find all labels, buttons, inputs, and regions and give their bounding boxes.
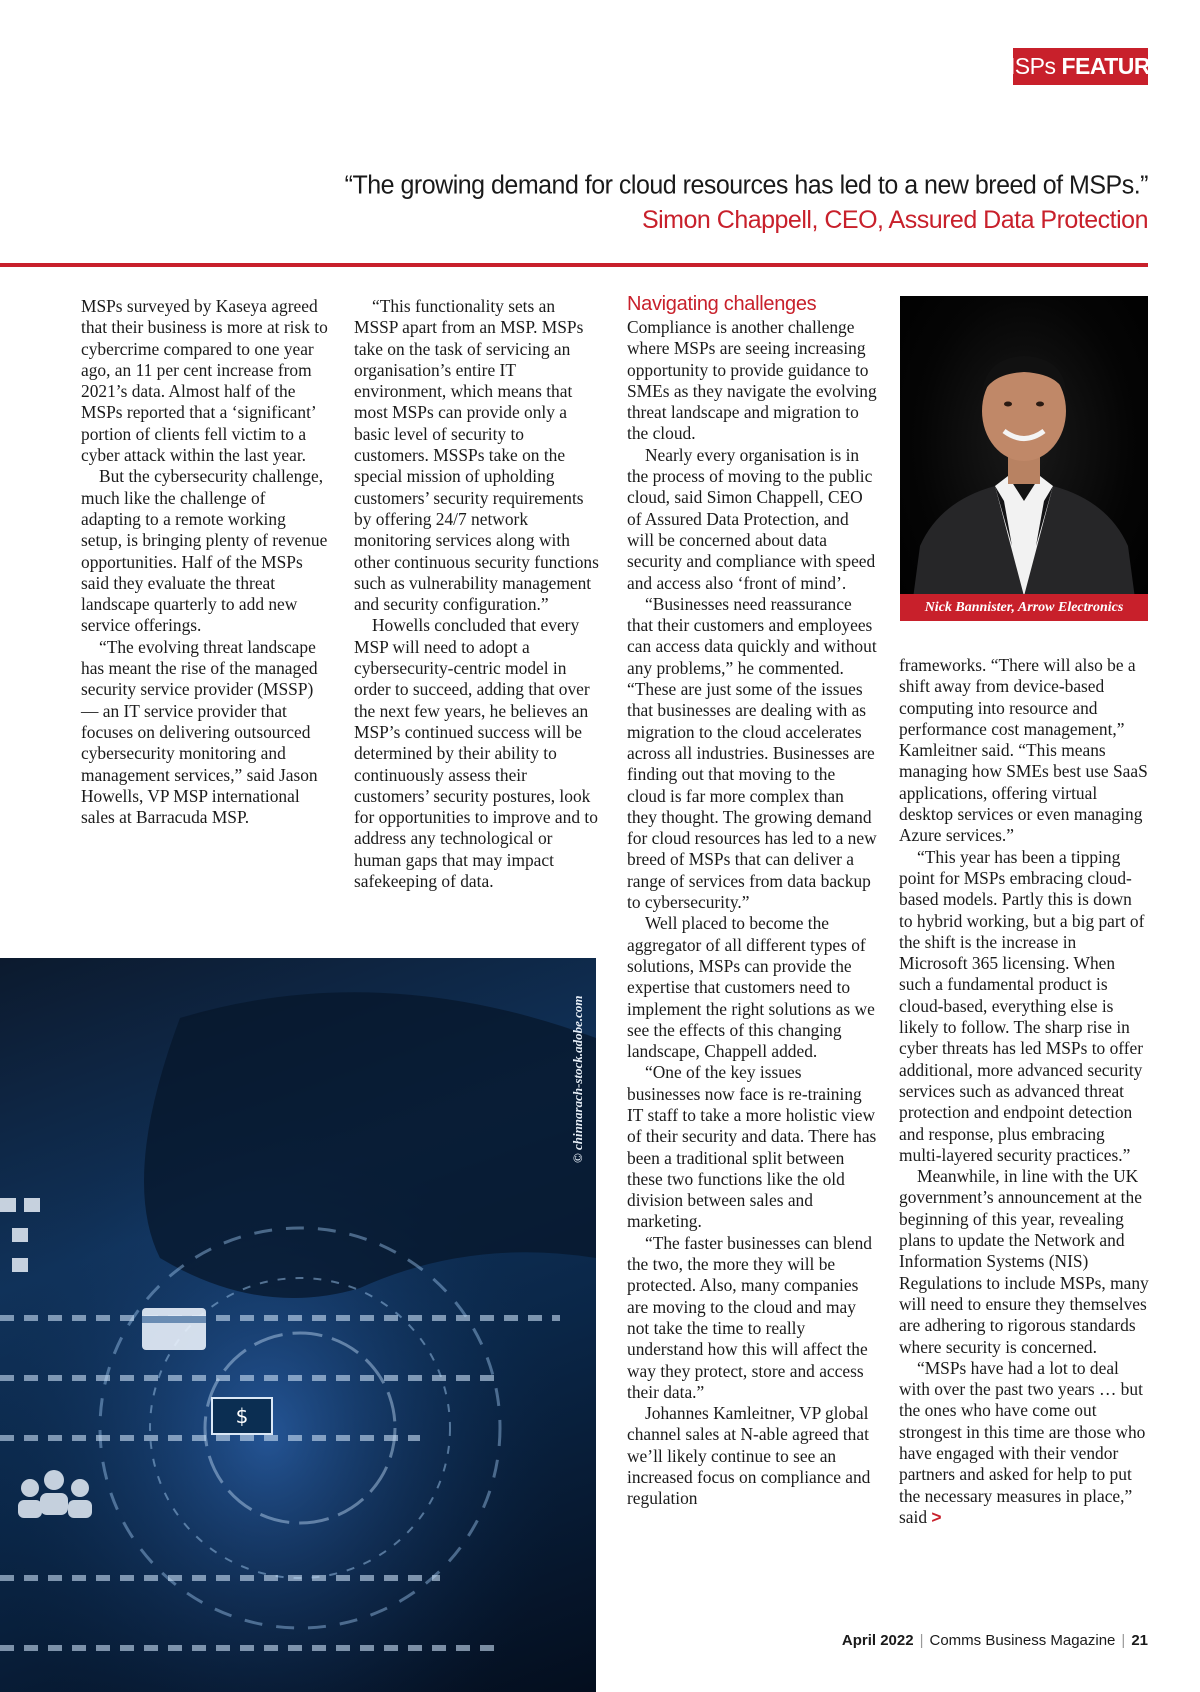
paragraph: MSPs surveyed by Kaseya agreed that their business is more at risk to cybercrime compared to one year ago, an 11 per cent increase from 2021’s data. Almost half of the MSPs reported that a ‘significant’ portion of clients fell victim to a cyber attack within the last year. — [81, 296, 328, 466]
pull-quote-attribution: Simon Chappell, CEO, Assured Data Protection — [641, 206, 1148, 234]
section-tag-light: MSPs — [996, 53, 1056, 79]
paragraph: “The faster businesses can blend the two, the more they will be protected. Also, many companies are moving to the cloud and may not take the time to really understand how this will affect the way they protect, store and access their data.” — [627, 1232, 872, 1402]
paragraph: Well placed to become the aggregator of all different types of solutions, MSPs can provide the expertise that customers need to implement the right solutions as we see the effects of this changing landscape, Chappell added. — [627, 913, 875, 1062]
image-credit: © chinnarach-stock.adobe.com — [570, 995, 585, 1163]
paragraph: But the cybersecurity challenge, much like the challenge of adapting to a remote working setup, is bringing plenty of revenue opportunities. Half of the MSPs said they evaluate the threat landscape quarterly to add new service offerings. — [81, 466, 328, 636]
cyber-hero-image — [0, 958, 596, 1692]
paragraph: Compliance is another challenge where MSPs are seeing increasing opportunity to provide guidance to SMEs as they navigate the evolving threat landscape and migration to the cloud. — [627, 317, 877, 444]
continue-arrow-icon: > — [931, 1506, 942, 1527]
page-footer: April 2022 | Comms Business Magazine | 21 — [841, 1632, 1148, 1649]
portrait-illustration — [900, 296, 1148, 621]
pull-quote — [345, 168, 1148, 237]
svg-text:$: $ — [235, 1404, 249, 1428]
portrait-photo — [900, 296, 1148, 621]
paragraph: “This functionality sets an MSSP apart from an MSP. MSPs take on the task of servicing an organisation’s entire IT environment, which means that most MSPs can provide only a basic level of security to customers. MSSPs take on the special mission of upholding customers’ security requirements by offering 24/7 network monitoring services along with other continuous security functions such as vulnerability management and security configuration.” — [354, 296, 599, 615]
paragraph: Johannes Kamleitner, VP global channel sales at N-able agreed that we’ll likely continue to see an increased focus on compliance and regulation — [627, 1403, 871, 1509]
section-tag — [996, 48, 1165, 85]
paragraph: “Businesses need reassurance that their customers and employees can access data quickly and without any problems,” he commented. “These are just some of the issues that businesses are dealing with as migration to the cloud accelerates across all industries. Businesses are finding out that moving to the cloud is far more complex than they thought. The growing demand for cloud resources has led to a new breed of MSPs that can deliver a range of services from data backup to cybersecurity.” — [627, 593, 877, 913]
magazine-name: Comms Business Magazine — [929, 1632, 1116, 1649]
section-tag-bold: FEATURE — [1061, 53, 1165, 79]
paragraph-text: “MSPs have had a lot to deal with over the past two years … but the ones who have come out strongest in this time are those who have engaged with their vendor partners and asked for help to put the necessary measures in place,” said — [899, 1357, 1146, 1527]
paragraph: “The evolving threat landscape has meant the rise of the managed security service provider (MSSP) — an IT service provider that focuses on delivering outsourced cybersecurity monitoring and management services,” said Jason Howells, VP MSP international sales at Barracuda MSP. — [81, 636, 318, 828]
paragraph — [899, 1358, 1149, 1528]
paragraph: “This year has been a tipping point for MSPs embracing cloud-based models. Partly this is down to hybrid working, but a big part of the shift is the increase in Microsoft 365 licensing. When such a fundamental product is cloud-based, everything else is likely to follow. The sharp rise in cyber threats has led MSPs to offer additional, more advanced security services such as advanced threat protection and endpoint detection and response, plus embracing multi-layered security practices.” — [899, 846, 1145, 1165]
paragraph: Howells concluded that every MSP will need to adopt a cybersecurity-centric model in order to succeed, adding that over the next few years, he believes an MSP’s continued success will be determined by their ability to continuously assess their customers’ security postures, look for opportunities to improve and to address any technological or human gaps that may impact safekeeping of data. — [354, 615, 598, 892]
hero-illustration — [0, 958, 596, 1692]
issue-date: April 2022 — [841, 1632, 914, 1649]
paragraph: Nearly every organisation is in the process of moving to the public cloud, said Simon Chappell, CEO of Assured Data Protection, and will be concerned about data security and compliance with speed and access also ‘front of mind’. — [627, 444, 876, 593]
paragraph: “One of the key issues businesses now face is re-training IT staff to take a more holistic view of their security and data. There has been a traditional split between these two functions like the old division between sales and marketing. — [627, 1062, 877, 1232]
header-divider — [0, 263, 1148, 267]
article-column-2 — [354, 296, 600, 892]
section-heading: Navigating challenges — [627, 293, 817, 315]
pull-quote-text: “The growing demand for cloud resources has led to a new breed of MSPs.” — [344, 170, 1148, 200]
photo-caption: Nick Bannister, Arrow Electronics — [900, 594, 1148, 621]
article-column-1 — [81, 296, 329, 828]
paragraph: Meanwhile, in line with the UK government’s announcement at the beginning of this year, revealing plans to update the Network and Information Systems (NIS) Regulations to include MSPs, many will need to ensure they themselves are adhering to rigorous standards where security is concerned. — [899, 1166, 1149, 1357]
article-column-4 — [899, 655, 1149, 1528]
page-number: 21 — [1131, 1632, 1148, 1649]
article-column-3 — [627, 292, 877, 1510]
paragraph: frameworks. “There will also be a shift away from device-based computing into resource and performance cost management,” Kamleitner said. “This means managing how SMEs best use SaaS applications, offering virtual desktop services or even managing Azure services.” — [899, 655, 1148, 846]
